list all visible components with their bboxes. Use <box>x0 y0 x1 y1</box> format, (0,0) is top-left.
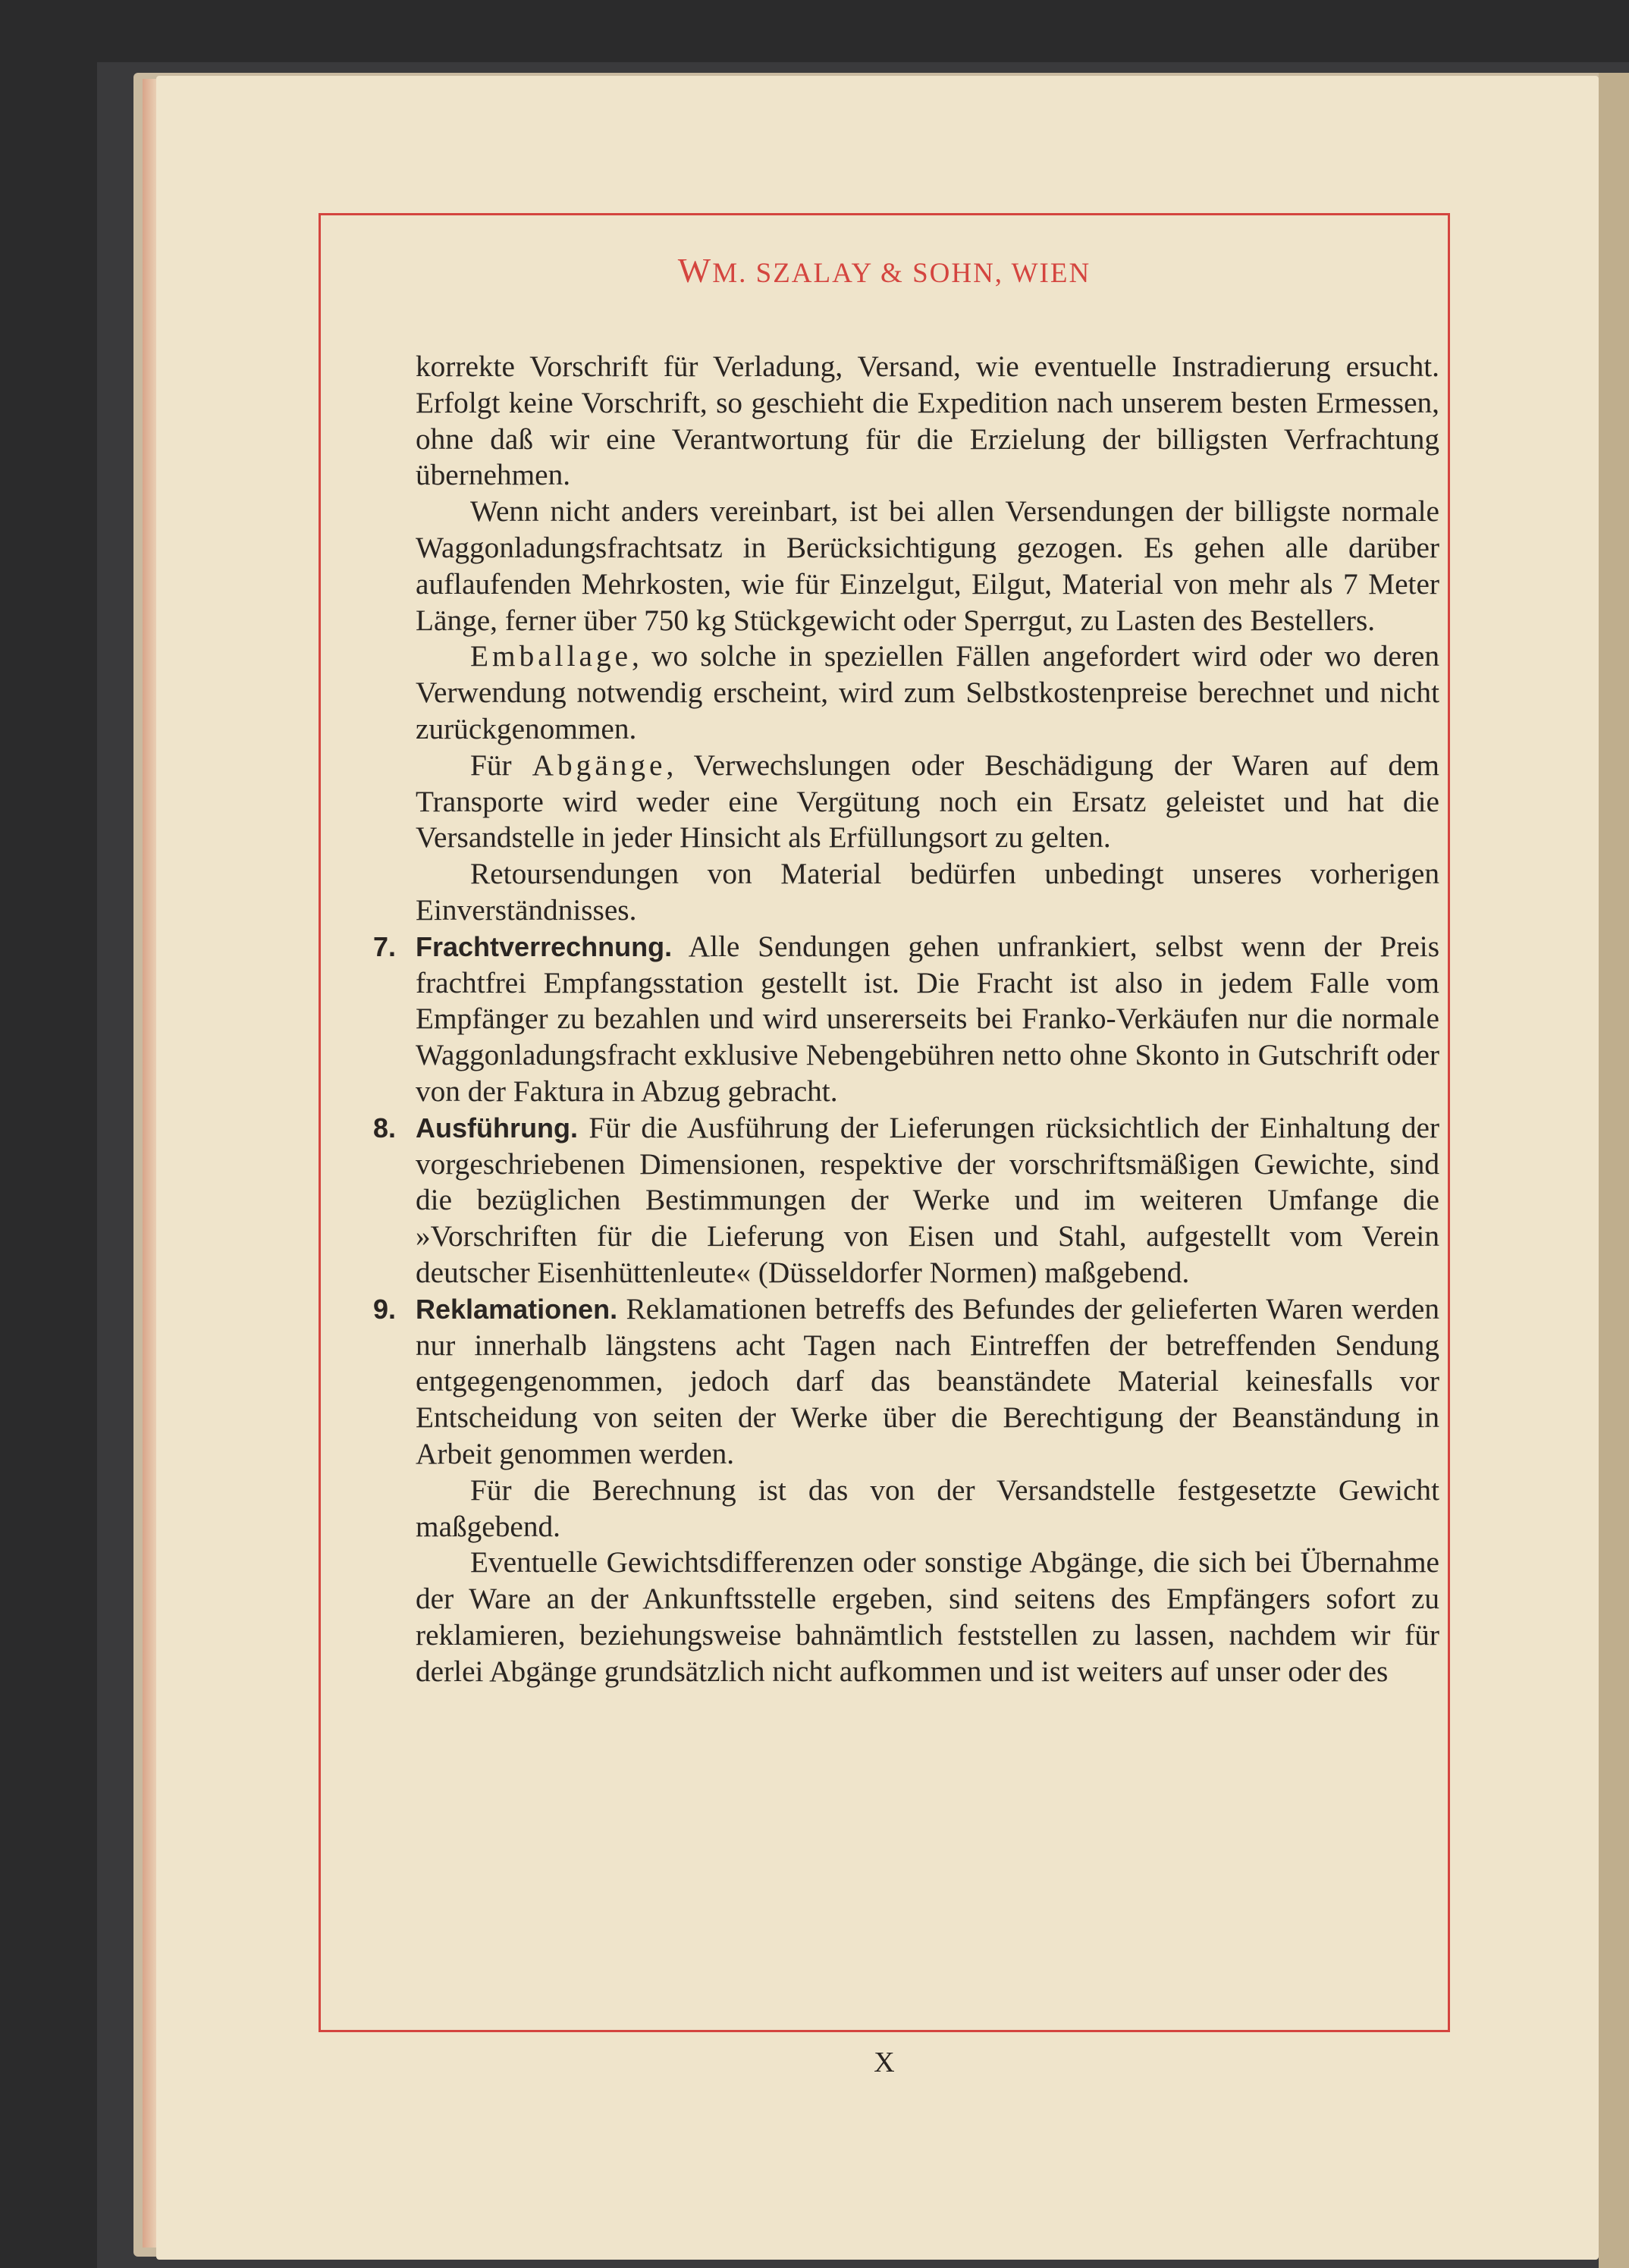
page-red-edge <box>143 79 156 2248</box>
abgaenge-text: , Verwechslungen oder Beschädigung der Waren auf dem Transporte wird weder eine Vergütung noch ein Ersatz geleistet und hat die Versandstelle in jeder Hinsicht als Erfüllungsort zu gelten. <box>416 748 1439 855</box>
abgaenge-lead: Abgänge <box>532 748 667 782</box>
header-initial: W <box>677 251 713 290</box>
section-8 <box>373 1110 1439 1291</box>
section-paragraph <box>416 1110 1439 1291</box>
running-header <box>319 250 1450 290</box>
section-number: 8. <box>373 1112 397 1143</box>
emballage-text: , wo solche in speziellen Fällen angefordert wird oder wo deren Verwendung notwendig erscheint, wird zum Selbstkostenpreise berechnet und nicht zurückgenommen. <box>416 639 1439 745</box>
section-paragraph <box>416 929 1439 1110</box>
paragraph-abgaenge <box>416 748 1439 856</box>
page-body <box>373 349 1440 1689</box>
section-title: Ausführung. <box>416 1112 578 1143</box>
section-text: Alle Sendungen gehen unfrankiert, selbst wenn der Preis frachtfrei Empfangsstation gestellt ist. Die Fracht ist also in jedem Falle vom Empfänger zu bezahlen und wird unsererseits bei Franko-Verkäufen nur die normale Waggonladungsfracht exklusive Nebengebühren netto ohne Skonto in Gutschrift oder von der Faktura in Abzug gebracht. <box>416 929 1440 1108</box>
section-9 <box>373 1291 1439 1473</box>
section-number: 9. <box>373 1293 397 1325</box>
section-number: 7. <box>373 930 397 962</box>
paragraph-continuation: korrekte Vorschrift für Verladung, Versand, wie eventuelle Instradierung ersucht. Erfolgt keine Vorschrift, so geschieht die Expedition nach unserem besten Ermessen, ohne daß wir eine Verantwortung für die Erzielung der billigsten Verfrachtung übernehmen. <box>416 350 1439 492</box>
paragraph-weight-differences: Eventuelle Gewichtsdifferenzen oder sonstige Abgänge, die sich bei Übernahme der Ware an der Ankunftsstelle ergeben, sind seitens des Empfängers sofort zu reklamieren, beziehungsweise bahnämtlich feststellen zu lassen, nachdem wir für derlei Abgänge grundsätzlich nicht aufkommen und ist weiters auf unser oder des <box>416 1545 1439 1688</box>
section-title: Frachtverrechnung. <box>416 930 673 962</box>
section-paragraph <box>416 1291 1439 1473</box>
adjacent-page-edge <box>1599 73 1629 2268</box>
emballage-lead: Emballage <box>470 639 632 673</box>
abgaenge-prefix: Für <box>470 748 532 782</box>
page-number: X <box>874 2047 895 2078</box>
section-title: Reklamationen. <box>416 1293 618 1325</box>
paragraph-emballage <box>416 638 1439 747</box>
section-text: Für die Ausführung der Lieferungen rücksichtlich der Einhaltung der vorgeschriebenen Dimensionen, respektive der vorschriftsmäßigen Gewichte, sind die bezüglichen Bestimmungen der Werke und im weiteren Umfange die »Vorschriften für die Lieferung von Eisen und Stahl, aufgestellt vom Verein deutscher Eisenhüttenleute« (Düsseldorfer Normen) maßgebend. <box>416 1110 1439 1289</box>
paragraph-freight-rate: Wenn nicht anders vereinbart, ist bei allen Versendungen der billigste normale Waggonladungsfrachtsatz in Berücksichtigung gezogen. Es gehen alle darüber auflaufenden Mehrkosten, wie für Einzelgut, Eilgut, Material von mehr als 7 Meter Länge, ferner über 750 kg Stückgewicht oder Sperrgut, zu Lasten des Bestellers. <box>416 494 1439 637</box>
header-rest: M. SZALAY & SOHN, WIEN <box>712 258 1091 289</box>
paragraph-weight: Für die Berechnung ist das von der Versandstelle festgesetzte Gewicht maßgebend. <box>416 1473 1439 1543</box>
section-7 <box>373 929 1440 1110</box>
paragraph-retour: Retoursendungen von Material bedürfen unbedingt unseres vorherigen Einverständnisses. <box>416 857 1439 927</box>
section-text: Reklamationen betreffs des Befundes der gelieferten Waren werden nur innerhalb längstens acht Tagen nach Eintreffen der betreffenden Sendung entgegengenommen, jedoch darf das beanständete Material keinesfalls vor Entscheidung von seiten der Werke über die Berechtigung der Beanständung in Arbeit genommen werden. <box>416 1291 1439 1470</box>
